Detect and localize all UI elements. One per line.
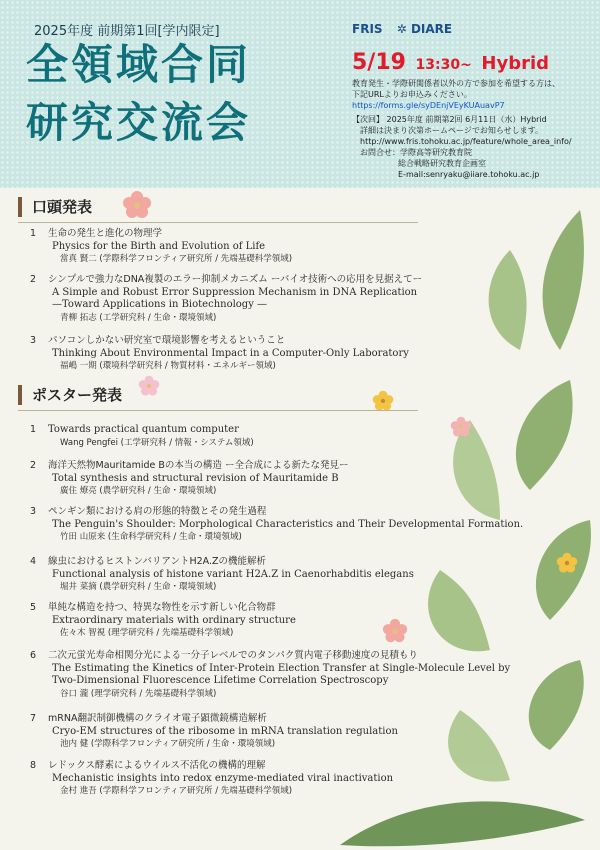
contact-office: 総合戦略研究教育企画室 bbox=[398, 159, 486, 168]
oral-item bbox=[30, 274, 556, 324]
item-title-jp: 線虫におけるヒストンバリアントH2A.Zの機能解析 bbox=[48, 556, 267, 567]
divider bbox=[18, 222, 418, 223]
logos bbox=[352, 22, 462, 36]
item-number: 8 bbox=[30, 760, 37, 771]
header-banner bbox=[0, 0, 600, 188]
item-title-jp: パソコンしかない研究室で環境影響を考えるということ bbox=[48, 335, 286, 346]
info-line: 下記URLよりお申込みください。 bbox=[352, 90, 472, 99]
item-title-en: —Toward Applications in Biotechnology — bbox=[52, 299, 268, 310]
poster-item bbox=[30, 556, 556, 594]
item-number: 1 bbox=[30, 424, 37, 435]
poster-item bbox=[30, 424, 556, 449]
item-title-jp: シンプルで強力なDNA複製のエラー抑制メカニズム ーバイオ技術への応用を見据えてー bbox=[48, 274, 423, 285]
item-title-jp: レドックス酵素によるウイルス不活化の機構的理解 bbox=[48, 760, 266, 771]
item-number: 2 bbox=[30, 274, 37, 285]
item-author: 堀井 菜摘 (農学研究科 / 生命・環境領域) bbox=[60, 582, 217, 592]
poster-item bbox=[30, 713, 556, 751]
item-author: 佐々木 智視 (理学研究科 / 先端基礎科学領域) bbox=[60, 628, 234, 638]
item-number: 4 bbox=[30, 556, 37, 567]
item-title-jp: mRNA翻訳制御機構のクライオ電子顕微鏡構造解析 bbox=[48, 713, 267, 724]
poster-item bbox=[30, 650, 556, 700]
item-title-en: Towards practical quantum computer bbox=[48, 424, 239, 435]
item-title-jp: 単純な構造を持つ、特異な物性を示す新しい化合物群 bbox=[48, 602, 276, 613]
flower-icon bbox=[556, 552, 578, 574]
flower-icon bbox=[138, 375, 160, 397]
item-title-en: Cryo-EM structures of the ribosome in mRNA translation regulation bbox=[52, 725, 398, 737]
page-title-line1: 全領域合同 bbox=[26, 40, 252, 89]
item-title-en: The Estimating the Kinetics of Inter-Protein Election Transfer at Single-Molecule Level by bbox=[52, 662, 511, 674]
item-title-en: Functional analysis of histone variant H2A.Z in Caenorhabditis elegans bbox=[52, 568, 414, 580]
item-author: Wang Pengfei (工学研究科 / 情報・システム領域) bbox=[60, 437, 254, 448]
item-number: 3 bbox=[30, 506, 37, 517]
item-title-en: A Simple and Robust Error Suppression Mechanism in DNA Replication bbox=[52, 286, 418, 298]
item-title-en: Extraordinary materials with ordinary structure bbox=[52, 614, 296, 626]
flower-icon bbox=[372, 390, 394, 412]
item-title-en: Mechanistic insights into redox enzyme-mediated viral inactivation bbox=[52, 772, 394, 784]
diare-logo: ✲ DIARE bbox=[396, 22, 453, 36]
contact-label: お問合せ：学際高等研究教育院 bbox=[360, 148, 472, 157]
poster-section-heading: ポスター発表 bbox=[18, 385, 122, 405]
oral-item bbox=[30, 335, 556, 373]
item-number: 1 bbox=[30, 228, 37, 239]
flower-icon bbox=[122, 190, 152, 220]
page-title-line2: 研究交流会 bbox=[26, 98, 252, 147]
contact-email[interactable]: E-mail:senryaku@iiare.tohoku.ac.jp bbox=[398, 170, 540, 179]
item-author: 池内 健 (学際科学フロンティア研究所 / 生命・環境領域) bbox=[60, 739, 276, 749]
event-date: 5/19 bbox=[352, 50, 406, 75]
item-number: 2 bbox=[30, 460, 37, 471]
registration-link[interactable]: https://forms.gle/syDEnjVEyKUAuavP7 bbox=[352, 101, 505, 110]
item-author: 谷口 瀧 (理学研究科 / 先端基礎科学領域) bbox=[60, 688, 217, 699]
item-title-jp: ペンギン類における肩の形態的特徴とその発生過程 bbox=[48, 506, 267, 517]
poster-item bbox=[30, 602, 556, 640]
poster-item bbox=[30, 506, 556, 544]
oral-section-heading: 口頭発表 bbox=[18, 197, 92, 217]
poster-item bbox=[30, 760, 556, 798]
item-title-en: Total synthesis and structural revision of Mauritamide B bbox=[52, 472, 339, 484]
item-author: 福嶋 一期 (環境科学研究科 / 物質材料・エネルギー領域) bbox=[60, 361, 276, 371]
item-title-jp: 生命の発生と進化の物理学 bbox=[48, 228, 163, 239]
fris-logo: FRIS bbox=[352, 22, 383, 36]
next-line: 【次回】 2025年度 前期第2回 6月11日（水）Hybrid bbox=[352, 115, 547, 124]
item-title-en: Physics for the Birth and Evolution of Life bbox=[52, 240, 266, 252]
next-session-info bbox=[352, 114, 597, 180]
oral-item bbox=[30, 228, 556, 266]
registration-info bbox=[352, 78, 592, 111]
item-author: 當真 賢二 (学際科学フロンティア研究所 / 先端基礎科学領域) bbox=[60, 254, 293, 264]
item-title-jp: 海洋天然物Mauritamide Bの本当の構造 ー全合成による新たな発見ー bbox=[48, 460, 349, 471]
item-author: 青柳 拓志 (工学研究科 / 生命・環境領域) bbox=[60, 312, 217, 323]
item-number: 7 bbox=[30, 713, 37, 724]
item-number: 5 bbox=[30, 602, 37, 613]
event-mode: Hybrid bbox=[481, 53, 550, 74]
item-number: 6 bbox=[30, 650, 37, 661]
item-author: 廣住 燎亮 (農学研究科 / 生命・環境領域) bbox=[60, 486, 217, 496]
item-author: 竹田 山原来 (生命科学研究科 / 生命・環境領域) bbox=[60, 532, 242, 542]
item-number: 3 bbox=[30, 335, 37, 346]
event-subtitle: 2025年度 前期第1回[学内限定] bbox=[34, 24, 220, 39]
event-time: 13:30~ bbox=[415, 57, 472, 73]
homepage-link[interactable]: http://www.fris.tohoku.ac.jp/feature/whole_area_info/ bbox=[360, 137, 572, 146]
info-line: 教育発生・学際研関係者以外の方で参加を希望する方は、 bbox=[352, 79, 560, 88]
item-title-en: The Penguin's Shoulder: Morphological Characteristics and Their Developmental Formation. bbox=[52, 518, 524, 530]
next-line: 詳細は決まり次第ホームページでお知らせします。 bbox=[360, 126, 543, 135]
poster-item bbox=[30, 460, 556, 498]
event-datetime bbox=[352, 50, 549, 75]
item-title-en: Thinking About Environmental Impact in a Computer-Only Laboratory bbox=[52, 347, 409, 359]
item-title-en: Two-Dimensional Fluorescence Lifetime Correlation Spectroscopy bbox=[52, 675, 389, 686]
divider bbox=[18, 410, 418, 411]
item-author: 金村 進吾 (学際科学フロンティア研究所 / 先端基礎科学領域) bbox=[60, 786, 293, 796]
item-title-jp: 二次元蛍光寿命相関分光による一分子レベルでのタンパク質内電子移動速度の見積もり bbox=[48, 650, 418, 661]
leaf-bottom-decoration bbox=[330, 790, 590, 849]
